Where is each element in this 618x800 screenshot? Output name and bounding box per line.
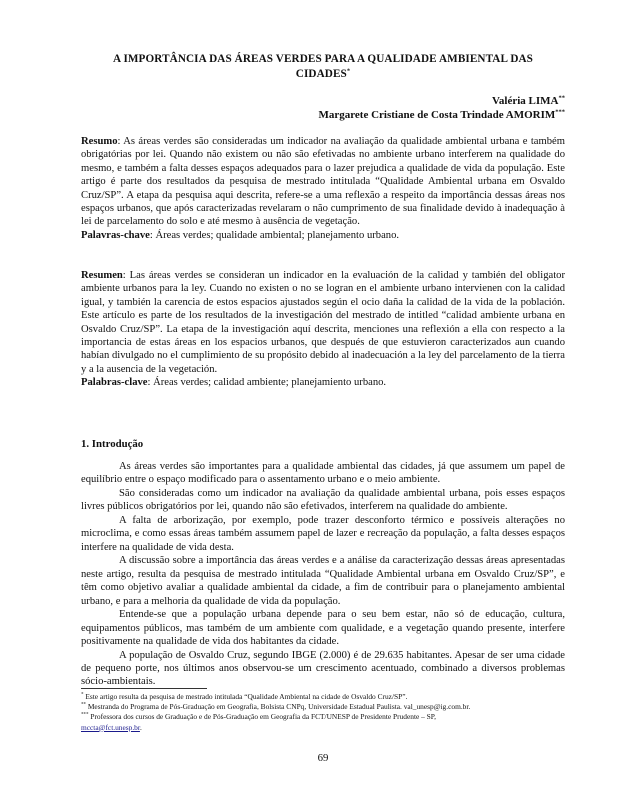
abstract-pt-label: Resumo <box>81 136 118 147</box>
intro-paragraph-2: São consideradas como um indicador na avaliação da qualidade ambiental urbana, pois esses espaços livres públicos obrigatórios por lei, quando não são efetivados, interferem na qualidade do ambiente. <box>81 488 565 513</box>
title-line-2-text: CIDADES <box>295 68 347 80</box>
abstract-es-body: : Las áreas verdes se consideran un indicador en la evaluación de la calidad y también del obligator ambiente urbanos para la ley. Cuando no existen o no se logran en el ambiente urbano intervienen con la calidad igual, y también la carencia de estos espacios ajustados según el ocio daña la calidad de la vida de la población. Este artículo es parte de los resultados de la investigación del mestrado de intitled “calidad ambiente urbana en Osvaldo Cruz/SP”. La etapa de la investigación aquí descrita, menciones una reflexión a ella con respecto a la importancia de estas áreas en los espacios urbanos, que después de que estuvieron caracterizados aun cuando habían divulgado no el cumplimiento de su propósito debido al inadecuación a la ley del parcelamento de la tierra y a la ausencia de la vegetación. <box>81 270 565 375</box>
abstract-pt-text <box>81 135 565 229</box>
keywords-pt-label: Palavras-chave <box>81 229 150 241</box>
keywords-pt <box>81 229 565 242</box>
footnote-3-mark: *** <box>81 712 89 718</box>
footnote-1-text: Este artigo resulta da pesquisa de mestrado intitulada “Qualidade Ambiental na cidade de Osvaldo Cruz/SP”. <box>83 692 408 701</box>
section-heading: 1. Introdução <box>81 438 144 450</box>
keywords-pt-list: : Áreas verdes; qualidade ambiental; planejamento urbano. <box>149 229 400 241</box>
footnote-2-text: Mestranda do Programa de Pós-Graduação em Geografia, Bolsista CNPq, Universidade Estadual Paulista. val_unesp@ig.com.br. <box>86 702 471 712</box>
footnote-2-mark: ** <box>81 702 86 708</box>
author-2-mark: *** <box>555 108 565 116</box>
footnote-3-email-link[interactable]: mccta@fct.unesp.br <box>81 722 140 732</box>
introduction-body <box>81 460 565 689</box>
article-title <box>81 52 565 82</box>
footnote-1 <box>81 692 565 702</box>
title-line-2 <box>81 67 565 82</box>
intro-paragraph-1: As áreas verdes são importantes para a qualidade ambiental das cidades, já que assumem um papel de equilíbrio entre o espaço modificado para o assentamento urbano e o meio ambiente. <box>81 461 565 486</box>
footnotes <box>81 692 565 733</box>
footnote-separator <box>81 688 207 689</box>
abstract-es-text <box>81 269 565 376</box>
keywords-es-list: : Áreas verdes; calidad ambiente; planejamiento urbano. <box>147 377 387 389</box>
author-2-name: Margarete Cristiane de Costa Trindade AMORIM <box>318 109 556 121</box>
footnote-1-mark: * <box>81 692 84 698</box>
footnote-2 <box>81 702 565 712</box>
author-1 <box>318 94 565 108</box>
keywords-es-label: Palabras-clave <box>81 377 148 389</box>
intro-paragraph-4: A discussão sobre a importância das áreas verdes e a análise da caracterização dessas áreas apresentadas neste artigo, resulta da pesquisa de mestrado intitulada “Qualidade Ambiental urbana em Osvaldo Cruz/SP”, e têm como objetivo avaliar a qualidade ambiental da cidade, a fim de contribuir para o planejamento ambiental urbano, e para a melhoria da qualidade de vida da população. <box>81 555 565 607</box>
abstract-es <box>81 269 565 390</box>
intro-paragraph-3: A falta de arborização, por exemplo, pode trazer desconforto térmico e possíveis alterações no microclima, e como essas áreas também assumem papel de lazer e recreação da população, a falta desses espaços interfere na qualidade de vida desta. <box>81 515 565 553</box>
title-footnote-mark: * <box>346 67 351 75</box>
abstract-pt <box>81 135 565 242</box>
author-1-mark: ** <box>558 94 565 102</box>
author-1-name: Valéria LIMA <box>491 95 559 107</box>
author-2 <box>318 108 565 122</box>
title-line-1: A IMPORTÂNCIA DAS ÁREAS VERDES PARA A QUALIDADE AMBIENTAL DAS <box>112 53 534 65</box>
abstract-pt-body: : As áreas verdes são consideradas um indicador na avaliação da qualidade ambiental urbana e também obrigatórias por lei. Quando não existem ou não são efetivadas no ambiente urbano interferem na qualidade do mesmo, e também a falta desses espaços adequados para o lazer prejudica a qualidade de vida da população. Este artigo é parte dos resultados da pesquisa de mestrado intitulada “Qualidade Ambiental urbana em Osvaldo Cruz/SP”. A etapa da pesquisa aqui descrita, refere-se a uma reflexão a respeito da importância dessas áreas nos espaços urbanos, que após caracterizadas revelaram o não cumprimento de sua finalidade devido à inadequação à lei de parcelamento do solo e até mesmo à ausência de vegetação. <box>81 136 565 228</box>
intro-paragraph-6: A população de Osvaldo Cruz, segundo IBGE (2.000) é de 29.635 habitantes. Apesar de ser uma cidade de pequeno porte, nos últimos anos observou-se um crescimento acentuado, combinado a diversos problemas sócio-ambientais. <box>81 649 565 688</box>
page-number: 69 <box>317 752 329 764</box>
abstract-es-label: Resumen <box>81 270 123 281</box>
footnote-3-tail: . <box>139 722 142 732</box>
footnote-3-text: Professora dos cursos de Graduação e de Pós-Graduação em Geografia da FCT/UNESP de Presidente Prudente – SP, <box>88 712 436 722</box>
author-block <box>318 94 565 122</box>
footnote-3 <box>81 712 565 732</box>
intro-paragraph-5: Entende-se que a população urbana depende para o seu bem estar, não só de educação, cultura, equipamentos públicos, mas também de um ambiente com qualidade, e a vegetação quando presente, interfere positivamente na qualidade de vida dos habitantes da cidade. <box>81 609 565 648</box>
keywords-es <box>81 376 565 389</box>
